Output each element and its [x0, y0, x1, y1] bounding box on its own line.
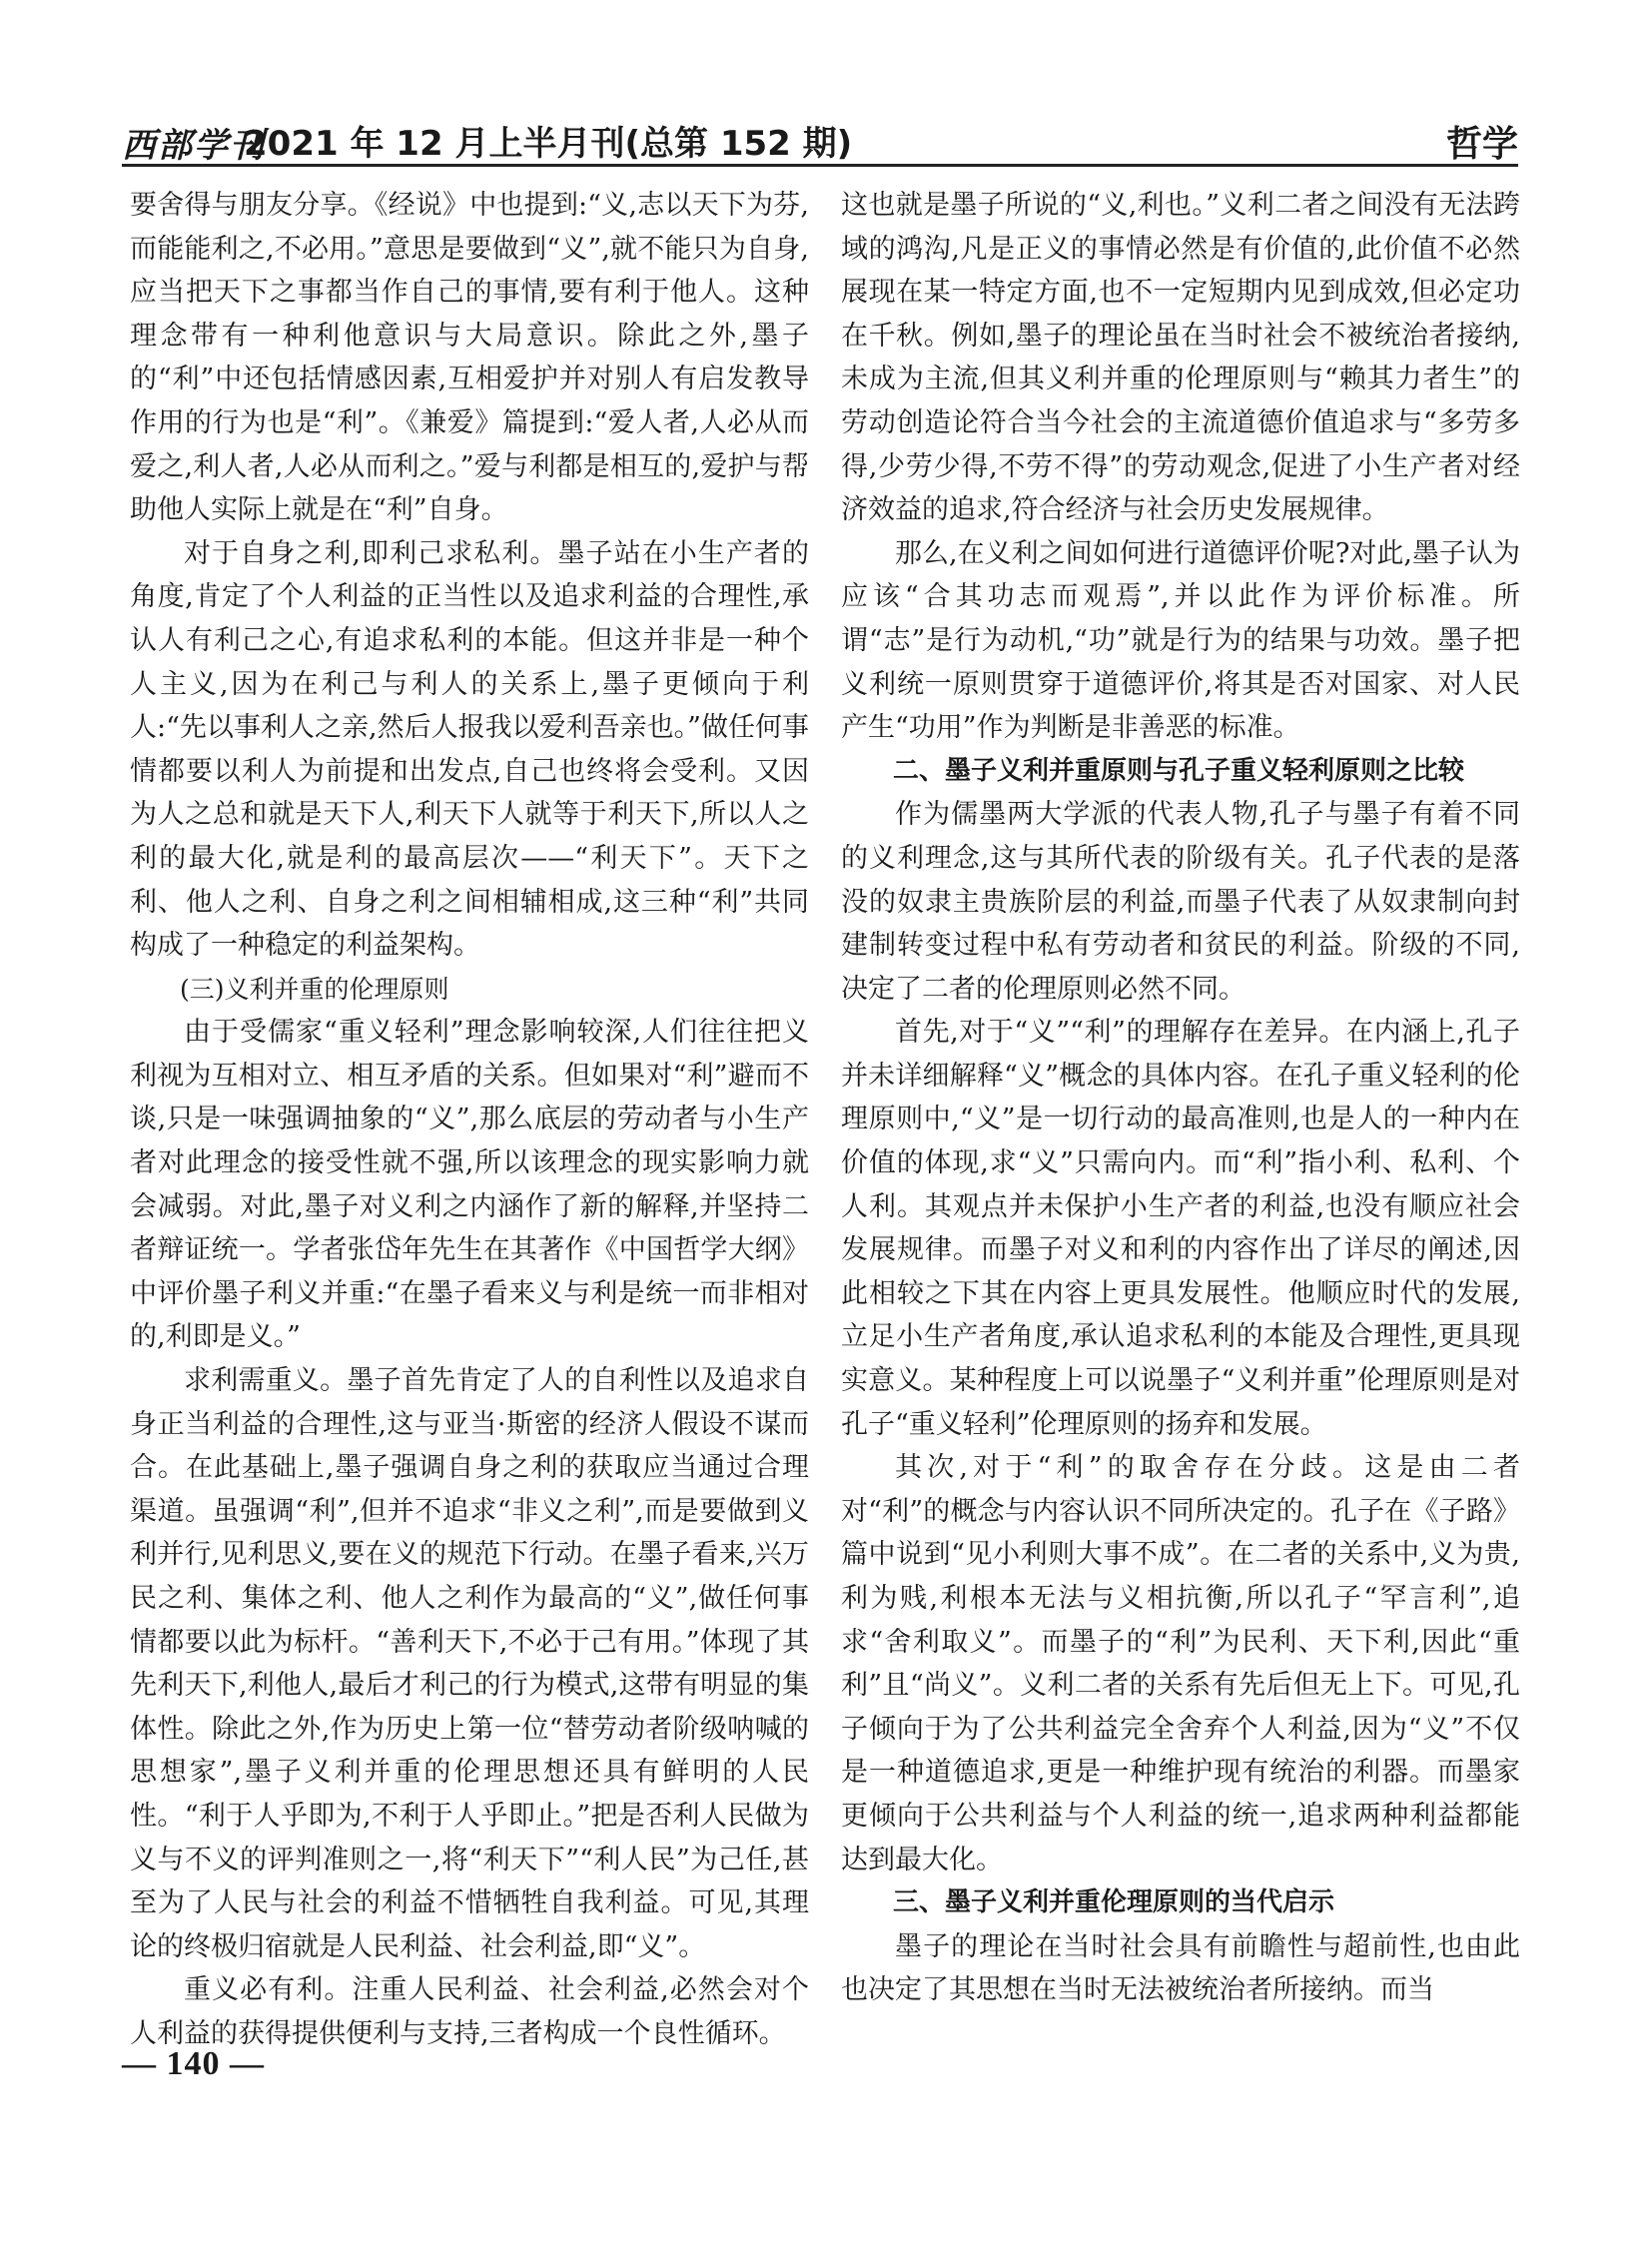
section-heading: 三、墨子义利并重伦理原则的当代启示 [893, 1887, 1335, 1918]
journal-logo: 西部学刊 [122, 126, 266, 166]
section-label: 哲学 [1445, 124, 1518, 165]
paragraph: 要舍得与朋友分享。《经说》中也提到:“义,志以天下为芬,而能能利之,不必用。”意思是要做到“义”,就不能只为自身,应当把天下之事都当作自己的事情,要有利于他人。这种理念带有一种利他意识与大局意识。除此之外,墨子的“利”中还包括情感因素,互相爱护并对别人有启发教导作用的行为也是“利”。《兼爱》篇提到:“爱人者,人必从而爱之,利人者,人必从而利之。”爱与利都是相互的,爱护与帮助他人实际上就是在“利”自身。 [130, 190, 809, 526]
page-header [122, 108, 1518, 168]
left-column [130, 184, 809, 2056]
paragraph: 由于受儒家“重义轻利”理念影响较深,人们往往把义利视为互相对立、相互矛盾的关系。但如果对“利”避而不谈,只是一味强调抽象的“义”,那么底层的劳动者与小生产者对此理念的接受性就不强,所以该理念的现实影响力就会减弱。对此,墨子对义利之内涵作了新的解释,并坚持二者辩证统一。学者张岱年先生在其著作《中国哲学大纲》中评价墨子利义并重:“在墨子看来义与利是统一而非相对的,利即是义。” [130, 1017, 809, 1353]
paragraph: 那么,在义利之间如何进行道德评价呢?对此,墨子认为应该“合其功志而观焉”,并以此作为评价标准。所谓“志”是行为动机,“功”就是行为的结果与功效。墨子把义利统一原则贯穿于道德评价,将其是否对国家、对人民产生“功用”作为判断是非善恶的标准。 [841, 537, 1520, 744]
paragraph: 其次,对于“利”的取舍存在分歧。这是由二者对“利”的概念与内容认识不同所决定的。孔子在《子路》篇中说到“见小利则大事不成”。在二者的关系中,义为贵,利为贱,利根本无法与义相抗衡,所以孔子“罕言利”,追求“舍利取义”。而墨子的“利”为民利、天下利,因此“重利”且“尚义”。义利二者的关系有先后但无上下。可见,孔子倾向于为了公共利益完全舍弃个人利益,因为“义”不仅是一种道德追求,更是一种维护现有统治的利器。而墨家更倾向于公共利益与个人利益的统一,追求两种利益都能达到最大化。 [841, 1452, 1520, 1875]
paragraph: 首先,对于“义”“利”的理解存在差异。在内涵上,孔子并未详细解释“义”概念的具体内容。在孔子重义轻利的伦理原则中,“义”是一切行动的最高准则,也是人的一种内在价值的体现,求“义”只需向内。而“利”指小利、私利、个人利。其观点并未保护小生产者的利益,也没有顺应社会发展规律。而墨子对义和利的内容作出了详尽的阐述,因此相较之下其在内容上更具发展性。他顺应时代的发展,立足小生产者角度,承认追求私利的本能及合理性,更具现实意义。某种程度上可以说墨子“义利并重”伦理原则是对孔子“重义轻利”伦理原则的扬弃和发展。 [841, 1017, 1520, 1440]
sub-heading: (三)义利并重的伦理原则 [180, 974, 449, 1004]
paragraph: 重义必有利。注重人民利益、社会利益,必然会对个人利益的获得提供便利与支持,三者构成一个良性循环。 [130, 1974, 809, 2049]
paragraph: 这也就是墨子所说的“义,利也。”义利二者之间没有无法跨域的鸿沟,凡是正义的事情必然是有价值的,此价值不必然展现在某一特定方面,也不一定短期内见到成效,但必定功在千秋。例如,墨子的理论虽在当时社会不被统治者接纳,未成为主流,但其义利并重的伦理原则与“赖其力者生”的劳动创造论符合当今社会的主流道德价值追求与“多劳多得,少劳少得,不劳不得”的劳动观念,促进了小生产者对经济效益的追求,符合经济与社会历史发展规律。 [841, 190, 1520, 526]
page-number: — 140 — [122, 2045, 265, 2082]
paragraph: 作为儒墨两大学派的代表人物,孔子与墨子有着不同的义利理念,这与其所代表的阶级有关。孔子代表的是落没的奴隶主贵族阶层的利益,而墨子代表了从奴隶制向封建制转变过程中私有劳动者和贫民的利益。阶级的不同,决定了二者的伦理原则必然不同。 [841, 799, 1520, 1005]
issue-info: 2021 年 12 月上半月刊(总第 152 期) [244, 124, 853, 164]
paragraph: 求利需重义。墨子首先肯定了人的自利性以及追求自身正当利益的合理性,这与亚当·斯密的经济人假设不谋而合。在此基础上,墨子强调自身之利的获取应当通过合理渠道。虽强调“利”,但并不追求“非义之利”,而是要做到义利并行,见利思义,要在义的规范下行动。在墨子看来,兴万民之利、集体之利、他人之利作为最高的“义”,做任何事情都要以此为标杆。“善利天下,不必于己有用。”体现了其先利天下,利他人,最后才利己的行为模式,这带有明显的集体性。除此之外,作为历史上第一位“替劳动者阶级呐喊的思想家”,墨子义利并重的伦理思想还具有鲜明的人民性。“利于人乎即为,不利于人乎即止。”把是否利人民做为义与不义的评判准则之一,将“利天下”“利人民”为己任,甚至为了人民与社会的利益不惜牺牲自我利益。可见,其理论的终极归宿就是人民利益、社会利益,即“义”。 [130, 1365, 809, 1962]
header-divider [122, 164, 1518, 167]
paragraph: 墨子的理论在当时社会具有前瞻性与超前性,也由此也决定了其思想在当时无法被统治者所接纳。而当 [841, 1930, 1520, 2006]
right-column [841, 184, 1520, 2012]
section-heading: 二、墨子义利并重原则与孔子重义轻利原则之比较 [893, 755, 1465, 786]
paragraph: 对于自身之利,即利己求私利。墨子站在小生产者的角度,肯定了个人利益的正当性以及追求利益的合理性,承认人有利己之心,有追求私利的本能。但这并非是一种个人主义,因为在利己与利人的关系上,墨子更倾向于利人:“先以事利人之亲,然后人报我以爱利吾亲也。”做任何事情都要以利人为前提和出发点,自己也终将会受利。又因为人之总和就是天下人,利天下人就等于利天下,所以人之利的最大化,就是利的最高层次——“利天下”。天下之利、他人之利、自身之利之间相辅相成,这三种“利”共同构成了一种稳定的利益架构。 [130, 537, 809, 962]
